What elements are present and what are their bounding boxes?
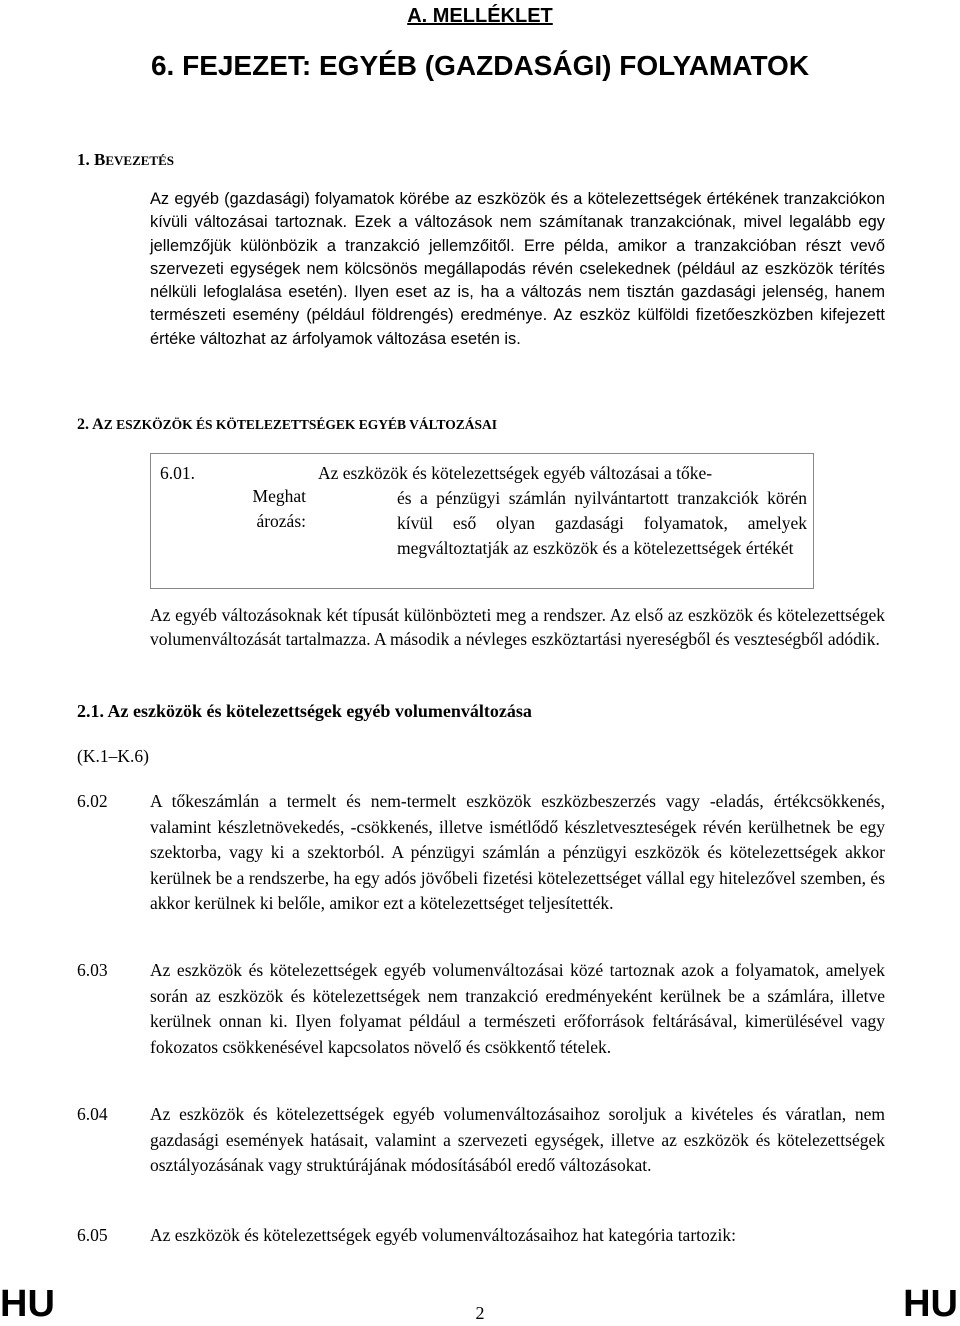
definition-text: és a pénzügyi számlán nyilvántartott tranzakciók körén kívül eső olyan gazdasági folyamatok, amelyek megváltoztatják az eszközök és a kötelezettségek értékét xyxy=(397,488,807,558)
section-number: 1. xyxy=(77,150,94,169)
item-number: 6.03 xyxy=(77,960,108,980)
definition-label: Meghat ározás: xyxy=(252,486,306,531)
annex-title: A. MELLÉKLET xyxy=(407,5,553,27)
classification-reference: (K.1–K.6) xyxy=(77,746,149,766)
item-number: 6.05 xyxy=(77,1225,108,1245)
footer-language-code-right: HU xyxy=(903,1283,958,1325)
item-text: A tőkeszámlán a termelt és nem-termelt eszközök eszközbeszerzés vagy -eladás, értékcsökkenés, valamint készletnövekedés, -csökkenés, illetve ismétlődő készletveszteségek révén kerülhetnek be egy szektorba, vagy ki a szektorból. A pénzügyi számlán a pénzügyi eszközök és kötelezettségek akkor kerülnek be a rendszerbe, ha egy adós jövőbeli fizetési kötelezettséget vállal egy hitelezővel szemben, és akkor kerülnek ki belőle, amikor ezt a kötelezettséget teljesítették. xyxy=(150,791,885,913)
definition-first-line: Az eszközök és kötelezettségek egyéb változásai a tőke- xyxy=(318,463,713,483)
item-number: 6.04 xyxy=(77,1104,108,1124)
item-text: Az eszközök és kötelezettségek egyéb volumenváltozásaihoz hat kategória tartozik: xyxy=(150,1225,737,1245)
chapter-title: 6. FEJEZET: EGYÉB (GAZDASÁGI) FOLYAMATOK xyxy=(150,50,810,81)
footer-language-code-left: HU xyxy=(0,1283,55,1325)
section-number: 2. xyxy=(77,416,93,433)
section-heading-rest: EVEZETÉS xyxy=(105,153,174,168)
item-text: Az eszközök és kötelezettségek egyéb volumenváltozásaihoz soroljuk a kivételes és váratlan, nem gazdasági események hatásait, valamint a szervezeti egységek, illetve az eszközök és kötelezettségek osztályozásának vagy struktúrájának módosításából eredő változásokat. xyxy=(150,1104,885,1175)
definition-number: 6.01. xyxy=(160,463,195,483)
page-number: 2 xyxy=(475,1303,485,1323)
section-heading-other-changes xyxy=(77,414,497,436)
item-number: 6.02 xyxy=(77,791,108,811)
section-heading-rest: Z ESZKÖZÖK ÉS KÖTELEZETTSÉGEK EGYÉB VÁLTOZÁSAI xyxy=(103,417,497,432)
subsection-heading: 2.1. Az eszközök és kötelezettségek egyéb volumenváltozása xyxy=(77,701,532,721)
introduction-paragraph: Az egyéb (gazdasági) folyamatok körébe az eszközök és a kötelezettségek értékének tranzakciókon kívüli változásai tartoznak. Ezek a változások nem számítanak tranzakciónak, mivel legalább egy jellemzőjük különbözik a tranzakció jellemzőitől. Erre példa, amikor a tranzakcióban részt vevő szervezeti egységek nem kölcsönös megállapodás révén cselekednek (például az eszközök térítés nélküli lefoglalása esetén). Ilyen eset az is, ha a változás nem tisztán gazdasági jelenség, hanem természeti esemény (például földrengés) eredménye. Az eszköz külföldi fizetőeszközben kifejezett értéke változhat az árfolyamok változása esetén is. xyxy=(150,190,885,348)
item-text: Az eszközök és kötelezettségek egyéb volumenváltozásai közé tartoznak azok a folyamatok, amelyek során az eszközök és kötelezettségek nem tranzakció eredményeként kerülnek be a számlára, illetve kerülnek onnan ki. Ilyen folyamat például a természeti erőforrások feltárásával, kimerülésével vagy fokozatos csökkenésével kapcsolatos növelő és csökkentő tételek. xyxy=(150,960,885,1057)
section-heading-initial: A xyxy=(92,416,104,433)
section-heading-initial: B xyxy=(94,150,106,169)
section-heading-introduction xyxy=(77,149,174,172)
other-changes-paragraph: Az egyéb változásoknak két típusát különbözteti meg a rendszer. Az első az eszközök és kötelezettségek volumenváltozását tartalmazza. A második a névleges eszköztartási nyereségből és veszteségből adódik. xyxy=(150,605,885,649)
